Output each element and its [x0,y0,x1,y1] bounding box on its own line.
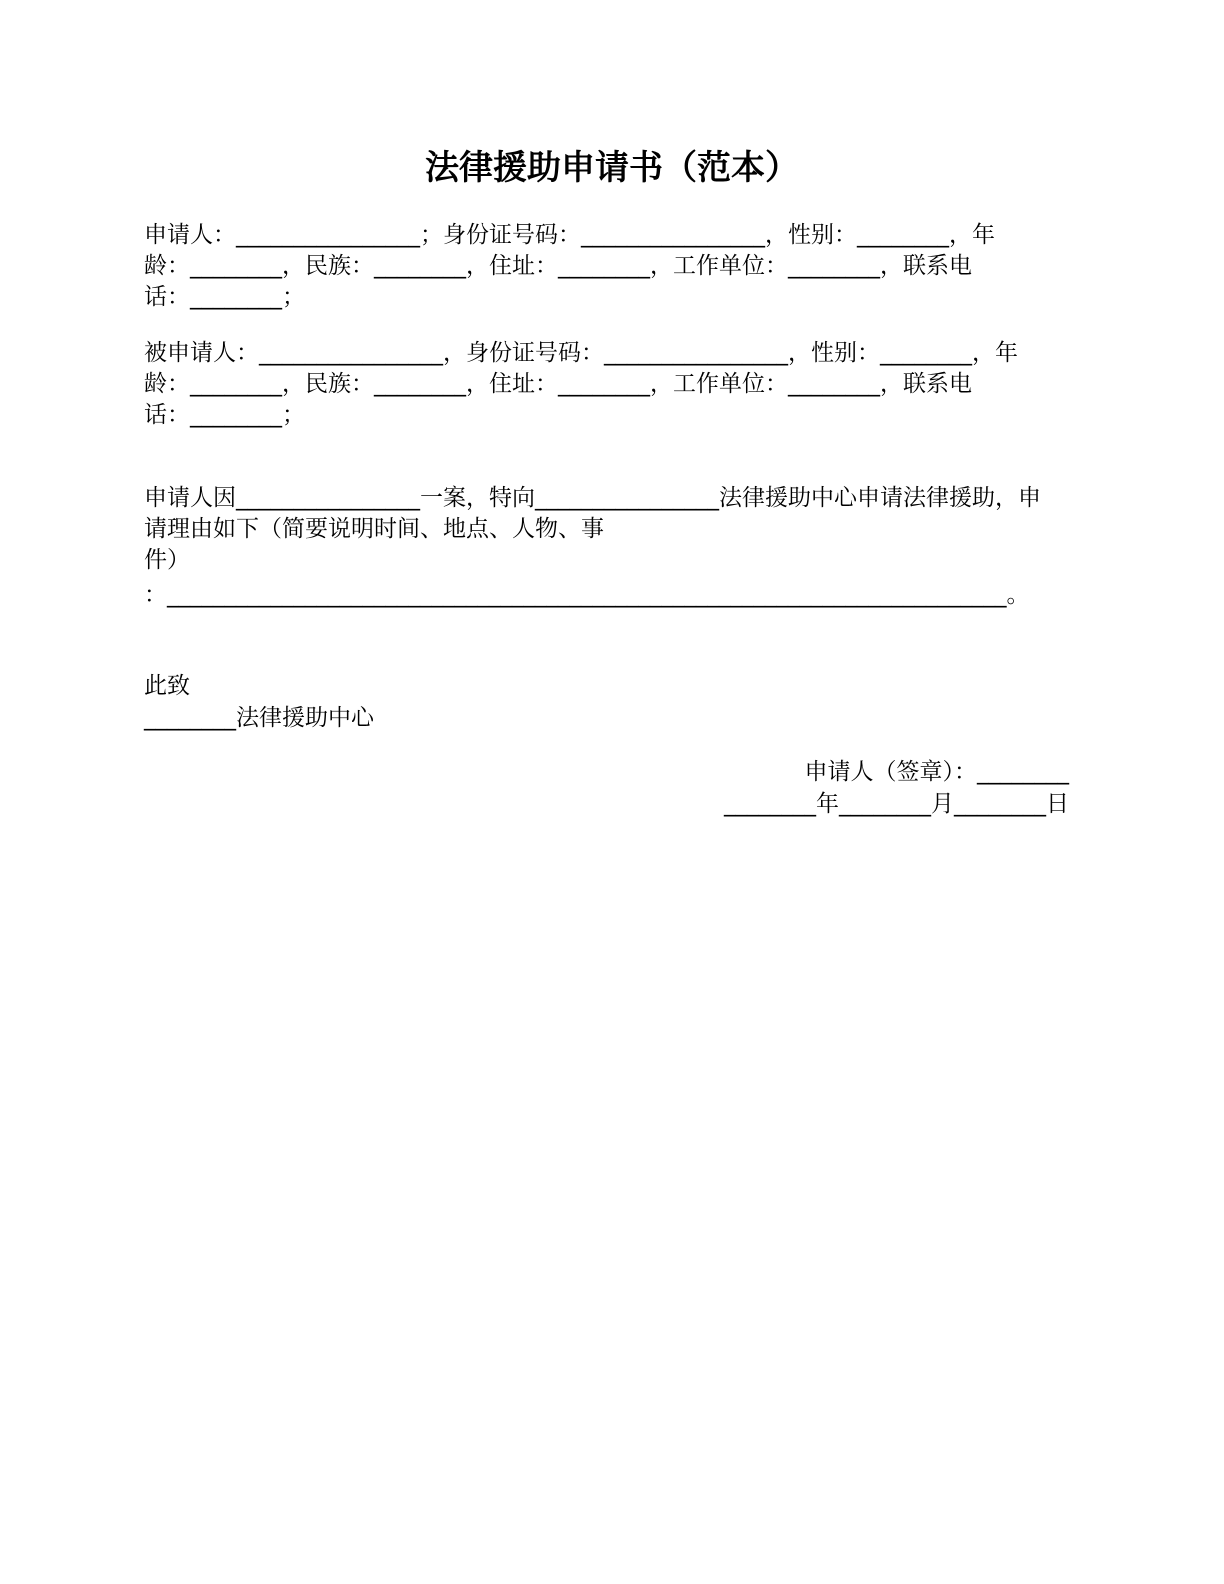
respondent-line-2: 龄：________，民族：________，住址：________，工作单位：________，联系电 [144,371,972,397]
respondent-line-3: 话：________； [144,402,305,428]
date-line: ________年________月________日 [724,791,1069,817]
salutation: 此致 [144,673,190,699]
recipient-line: ________法律援助中心 [144,705,374,731]
document-title: 法律援助申请书（范本） [425,148,799,188]
request-line-1: 申请人因________________一案，特向________________法律援助中心申请法律援助，申 [144,485,1041,511]
request-line-4: ：_________________________________________________________________________。 [144,582,1030,608]
respondent-line-1: 被申请人：________________，身份证号码：________________，性别：________，年 [144,340,1018,366]
applicant-line-1: 申请人：________________；身份证号码：________________，性别：________，年 [144,222,995,248]
request-line-2: 请理由如下（简要说明时间、地点、人物、事 [144,516,604,542]
applicant-line-2: 龄：________，民族：________，住址：________，工作单位：________，联系电 [144,253,972,279]
applicant-line-3: 话：________； [144,284,305,310]
request-line-3: 件） [144,547,190,573]
signature-line: 申请人（签章）：________ [804,759,1069,785]
